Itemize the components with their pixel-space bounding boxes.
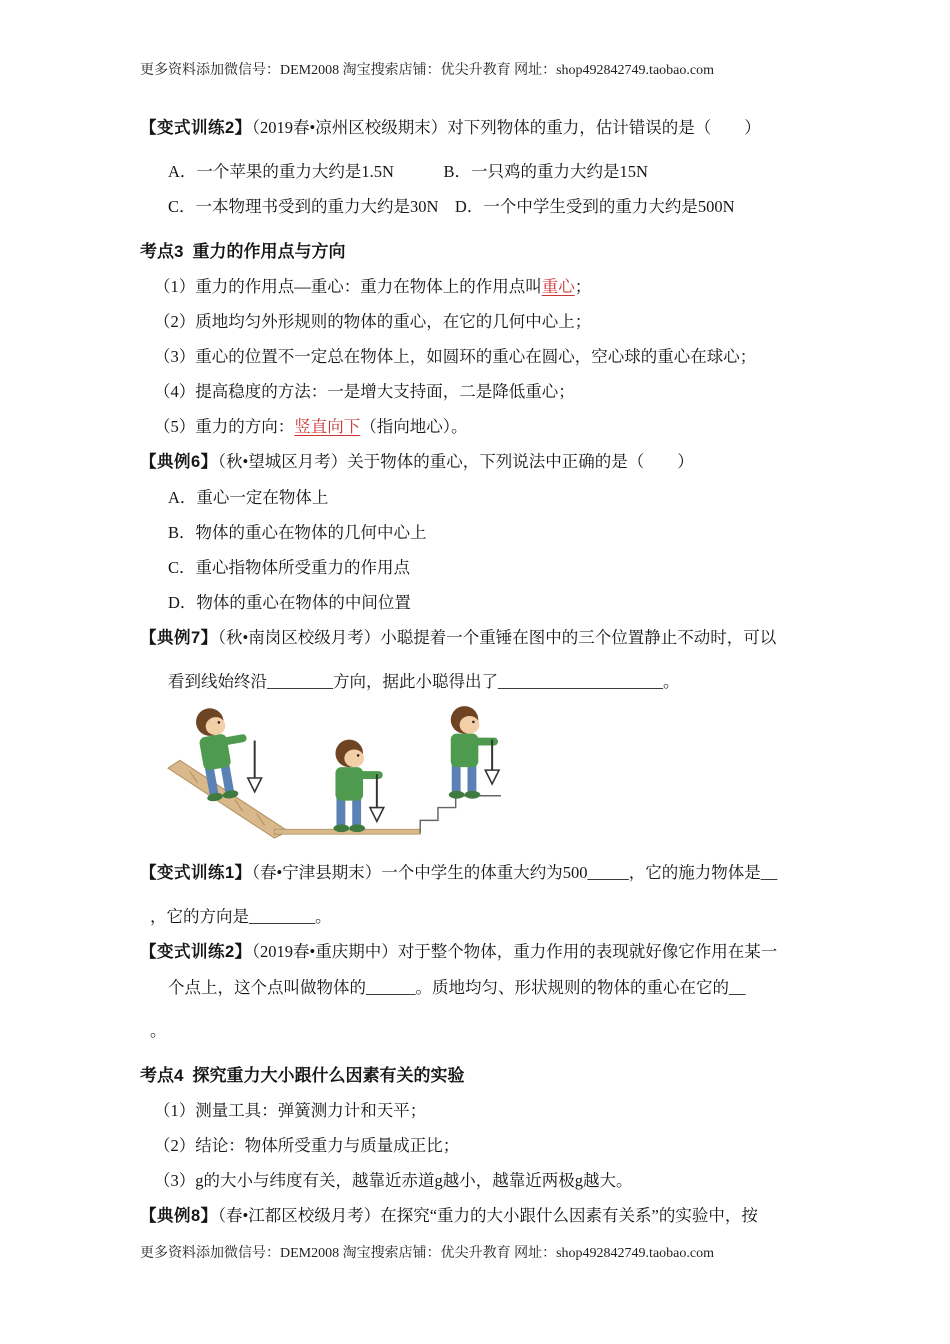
plumb-bob-1 <box>248 741 262 792</box>
header-watermark: 更多资料添加微信号：DEM2008 淘宝搜索店铺：优尖升教育 网址：shop492842749.taobao.com <box>140 63 714 78</box>
section-title: 重力的作用点与方向 <box>192 242 346 261</box>
section-heading-kaodian3 <box>140 234 822 269</box>
problem-stem: （秋•南岗区校级月考）小聪提着一个重锤在图中的三个位置静止不动时，可以 <box>217 628 777 647</box>
problem-label: 【典例7】 <box>140 629 218 647</box>
keypoint4-item-3: （3）g的大小与纬度有关，越靠近赤道g越小，越靠近两极g越大。 <box>154 1171 633 1190</box>
problem-label: 【变式训练2】 <box>140 119 252 137</box>
plumb-bob-3 <box>485 740 499 784</box>
problem-stem: （春•宁津县期末）一个中学生的体重大约为500_____，它的施力物体是__ <box>251 863 778 882</box>
option-row-ab: A．一个苹果的重力大约是1.5N B．一只鸡的重力大约是15N <box>168 162 648 181</box>
problem-dianli7 <box>140 620 822 656</box>
plumb-bob-2 <box>370 774 384 821</box>
keypoint-text: （5）重力的方向： <box>154 417 295 436</box>
problem-label: 【典例8】 <box>140 1207 218 1225</box>
key-term-shuzhixiangxia: 竖直向下 <box>294 417 361 436</box>
keypoint-item-4: （4）提高稳度的方法：一是增大支持面，二是降低重心； <box>154 382 575 401</box>
option-d: D．物体的重心在物体的中间位置 <box>168 593 411 612</box>
problem-variation2-prev <box>140 110 822 146</box>
problem-variation2-line2: 个点上，这个点叫做物体的______。质地均匀、形状规则的物体的重心在它的__ <box>168 978 746 997</box>
keypoint-text: （1）重力的作用点—重心：重力在物体上的作用点叫 <box>154 277 542 296</box>
section-number: 考点3 <box>140 242 184 261</box>
plumb-bob-figure <box>166 705 501 853</box>
keypoint-item-5 <box>140 409 822 444</box>
problem-stem: （春•江都区校级月考）在探究“重力的大小跟什么因素有关系”的实验中，按 <box>217 1206 758 1225</box>
plumb-bob-illustration <box>166 705 822 855</box>
problem-variation1-line2: ，它的方向是________。 <box>150 907 332 926</box>
keypoint-item-1 <box>140 269 822 304</box>
problem-label: 【典例6】 <box>140 453 218 471</box>
keypoint4-item-2: （2）结论：物体所受重力与质量成正比； <box>154 1136 460 1155</box>
section-heading-kaodian4 <box>140 1058 822 1093</box>
section-number: 考点4 <box>140 1066 184 1085</box>
stairs-outline <box>420 796 501 833</box>
keypoint-text-end: （指向地心）。 <box>360 417 468 436</box>
keypoint4-item-1: （1）测量工具：弹簧测力计和天平； <box>154 1101 427 1120</box>
option-a: A．重心一定在物体上 <box>168 488 329 507</box>
problem-label: 【变式训练2】 <box>140 943 252 961</box>
problem-stem: （秋•望城区月考）关于物体的重心，下列说法中正确的是（ ） <box>217 452 694 471</box>
keypoint-item-3: （3）重心的位置不一定总在物体上，如圆环的重心在圆心，空心球的重心在球心； <box>154 347 757 366</box>
option-b: B．物体的重心在物体的几何中心上 <box>168 523 427 542</box>
boy-on-stairs <box>449 706 498 799</box>
problem-dianli6 <box>140 444 822 480</box>
problem-dianli7-line2: 看到线始终沿________方向，据此小聪得出了____________________。 <box>168 672 680 691</box>
problem-variation2-line3: 。 <box>150 1021 167 1040</box>
problem-label: 【变式训练1】 <box>140 864 252 882</box>
problem-variation1 <box>140 855 822 891</box>
section-title: 探究重力大小跟什么因素有关的实验 <box>192 1066 465 1085</box>
keypoint-item-2: （2）质地均匀外形规则的物体的重心，在它的几何中心上； <box>154 312 592 331</box>
keypoint-text-end: ； <box>574 277 592 296</box>
problem-stem: （2019春•凉州区校级期末）对下列物体的重力，估计错误的是（ ） <box>251 118 761 137</box>
key-term-zhongxin: 重心 <box>541 277 575 296</box>
problem-variation2 <box>140 934 822 970</box>
option-row-cd: C．一本物理书受到的重力大约是30N D．一个中学生受到的重力大约是500N <box>168 197 735 216</box>
footer-watermark: 更多资料添加微信号：DEM2008 淘宝搜索店铺：优尖升教育 网址：shop492842749.taobao.com <box>140 1246 714 1261</box>
option-c: C．重心指物体所受重力的作用点 <box>168 558 411 577</box>
problem-stem: （2019春•重庆期中）对于整个物体，重力作用的表现就好像它作用在某一 <box>251 942 778 961</box>
problem-dianli8 <box>140 1198 822 1234</box>
